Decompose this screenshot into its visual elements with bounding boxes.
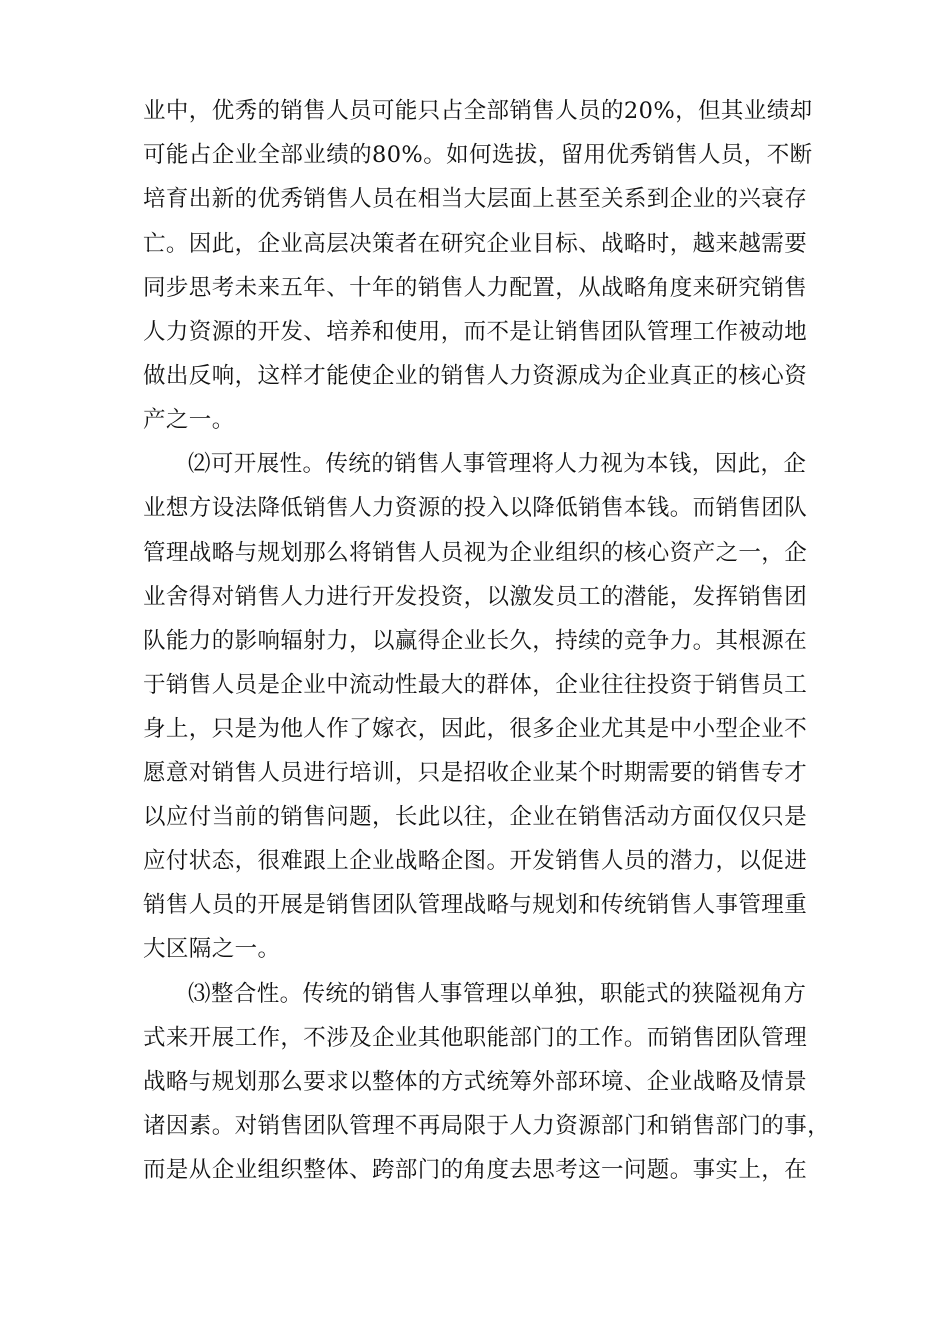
text-line: 大区隔之一。 [143, 936, 281, 962]
text-line: 式来开展工作，不涉及企业其他职能部门的工作。而销售团队管理 [143, 1025, 808, 1051]
text-line: 可能占企业全部业绩的80%。如何选拔，留用优秀销售人员，不断 [143, 142, 813, 168]
text-line: 培育出新的优秀销售人员在相当大层面上甚至关系到企业的兴衰存 [143, 186, 808, 212]
text-line: 应付状态，很难跟上企业战略企图。开发销售人员的潜力，以促进 [143, 848, 808, 874]
paragraph-heading-2: ⑵可开展性。传统的销售人事管理将人力视为本钱，因此，企 [188, 451, 807, 477]
text-line: 于销售人员是企业中流动性最大的群体，企业往往投资于销售员工 [143, 672, 808, 698]
text-line: 业中，优秀的销售人员可能只占全部销售人员的20%，但其业绩却 [143, 98, 813, 124]
text-line: 销售人员的开展是销售团队管理战略与规划和传统销售人事管理重 [143, 892, 808, 918]
text-line: 人力资源的开发、培养和使用，而不是让销售团队管理工作被动地 [143, 319, 808, 345]
text-line: 业想方设法降低销售人力资源的投入以降低销售本钱。而销售团队 [143, 495, 808, 521]
text-line: 管理战略与规划那么将销售人员视为企业组织的核心资产之一，企 [143, 540, 808, 566]
text-line: 产之一。 [143, 407, 235, 433]
text-line: 战略与规划那么要求以整体的方式统筹外部环境、企业战略及情景 [143, 1069, 808, 1095]
text-line: 队能力的影响辐射力，以赢得企业长久，持续的竞争力。其根源在 [143, 628, 808, 654]
text-line: 同步思考未来五年、十年的销售人力配置，从战略角度来研究销售 [143, 275, 808, 301]
text-line: 身上，只是为他人作了嫁衣，因此，很多企业尤其是中小型企业不 [143, 716, 808, 742]
text-line: 诸因素。对销售团队管理不再局限于人力资源部门和销售部门的事， [143, 1113, 831, 1139]
text-line: 而是从企业组织整体、跨部门的角度去思考这一问题。事实上，在 [143, 1157, 808, 1183]
text-line: 做出反响，这样才能使企业的销售人力资源成为企业真正的核心资 [143, 363, 808, 389]
text-line: 以应付当前的销售问题，长此以往，企业在销售活动方面仅仅只是 [143, 804, 808, 830]
paragraph-heading-3: ⑶整合性。传统的销售人事管理以单独，职能式的狭隘视角方 [188, 981, 807, 1007]
text-line: 业舍得对销售人力进行开发投资，以激发员工的潜能，发挥销售团 [143, 584, 808, 610]
text-line: 愿意对销售人员进行培训，只是招收企业某个时期需要的销售专才 [143, 760, 808, 786]
text-line: 亡。因此，企业高层决策者在研究企业目标、战略时，越来越需要 [143, 231, 808, 257]
